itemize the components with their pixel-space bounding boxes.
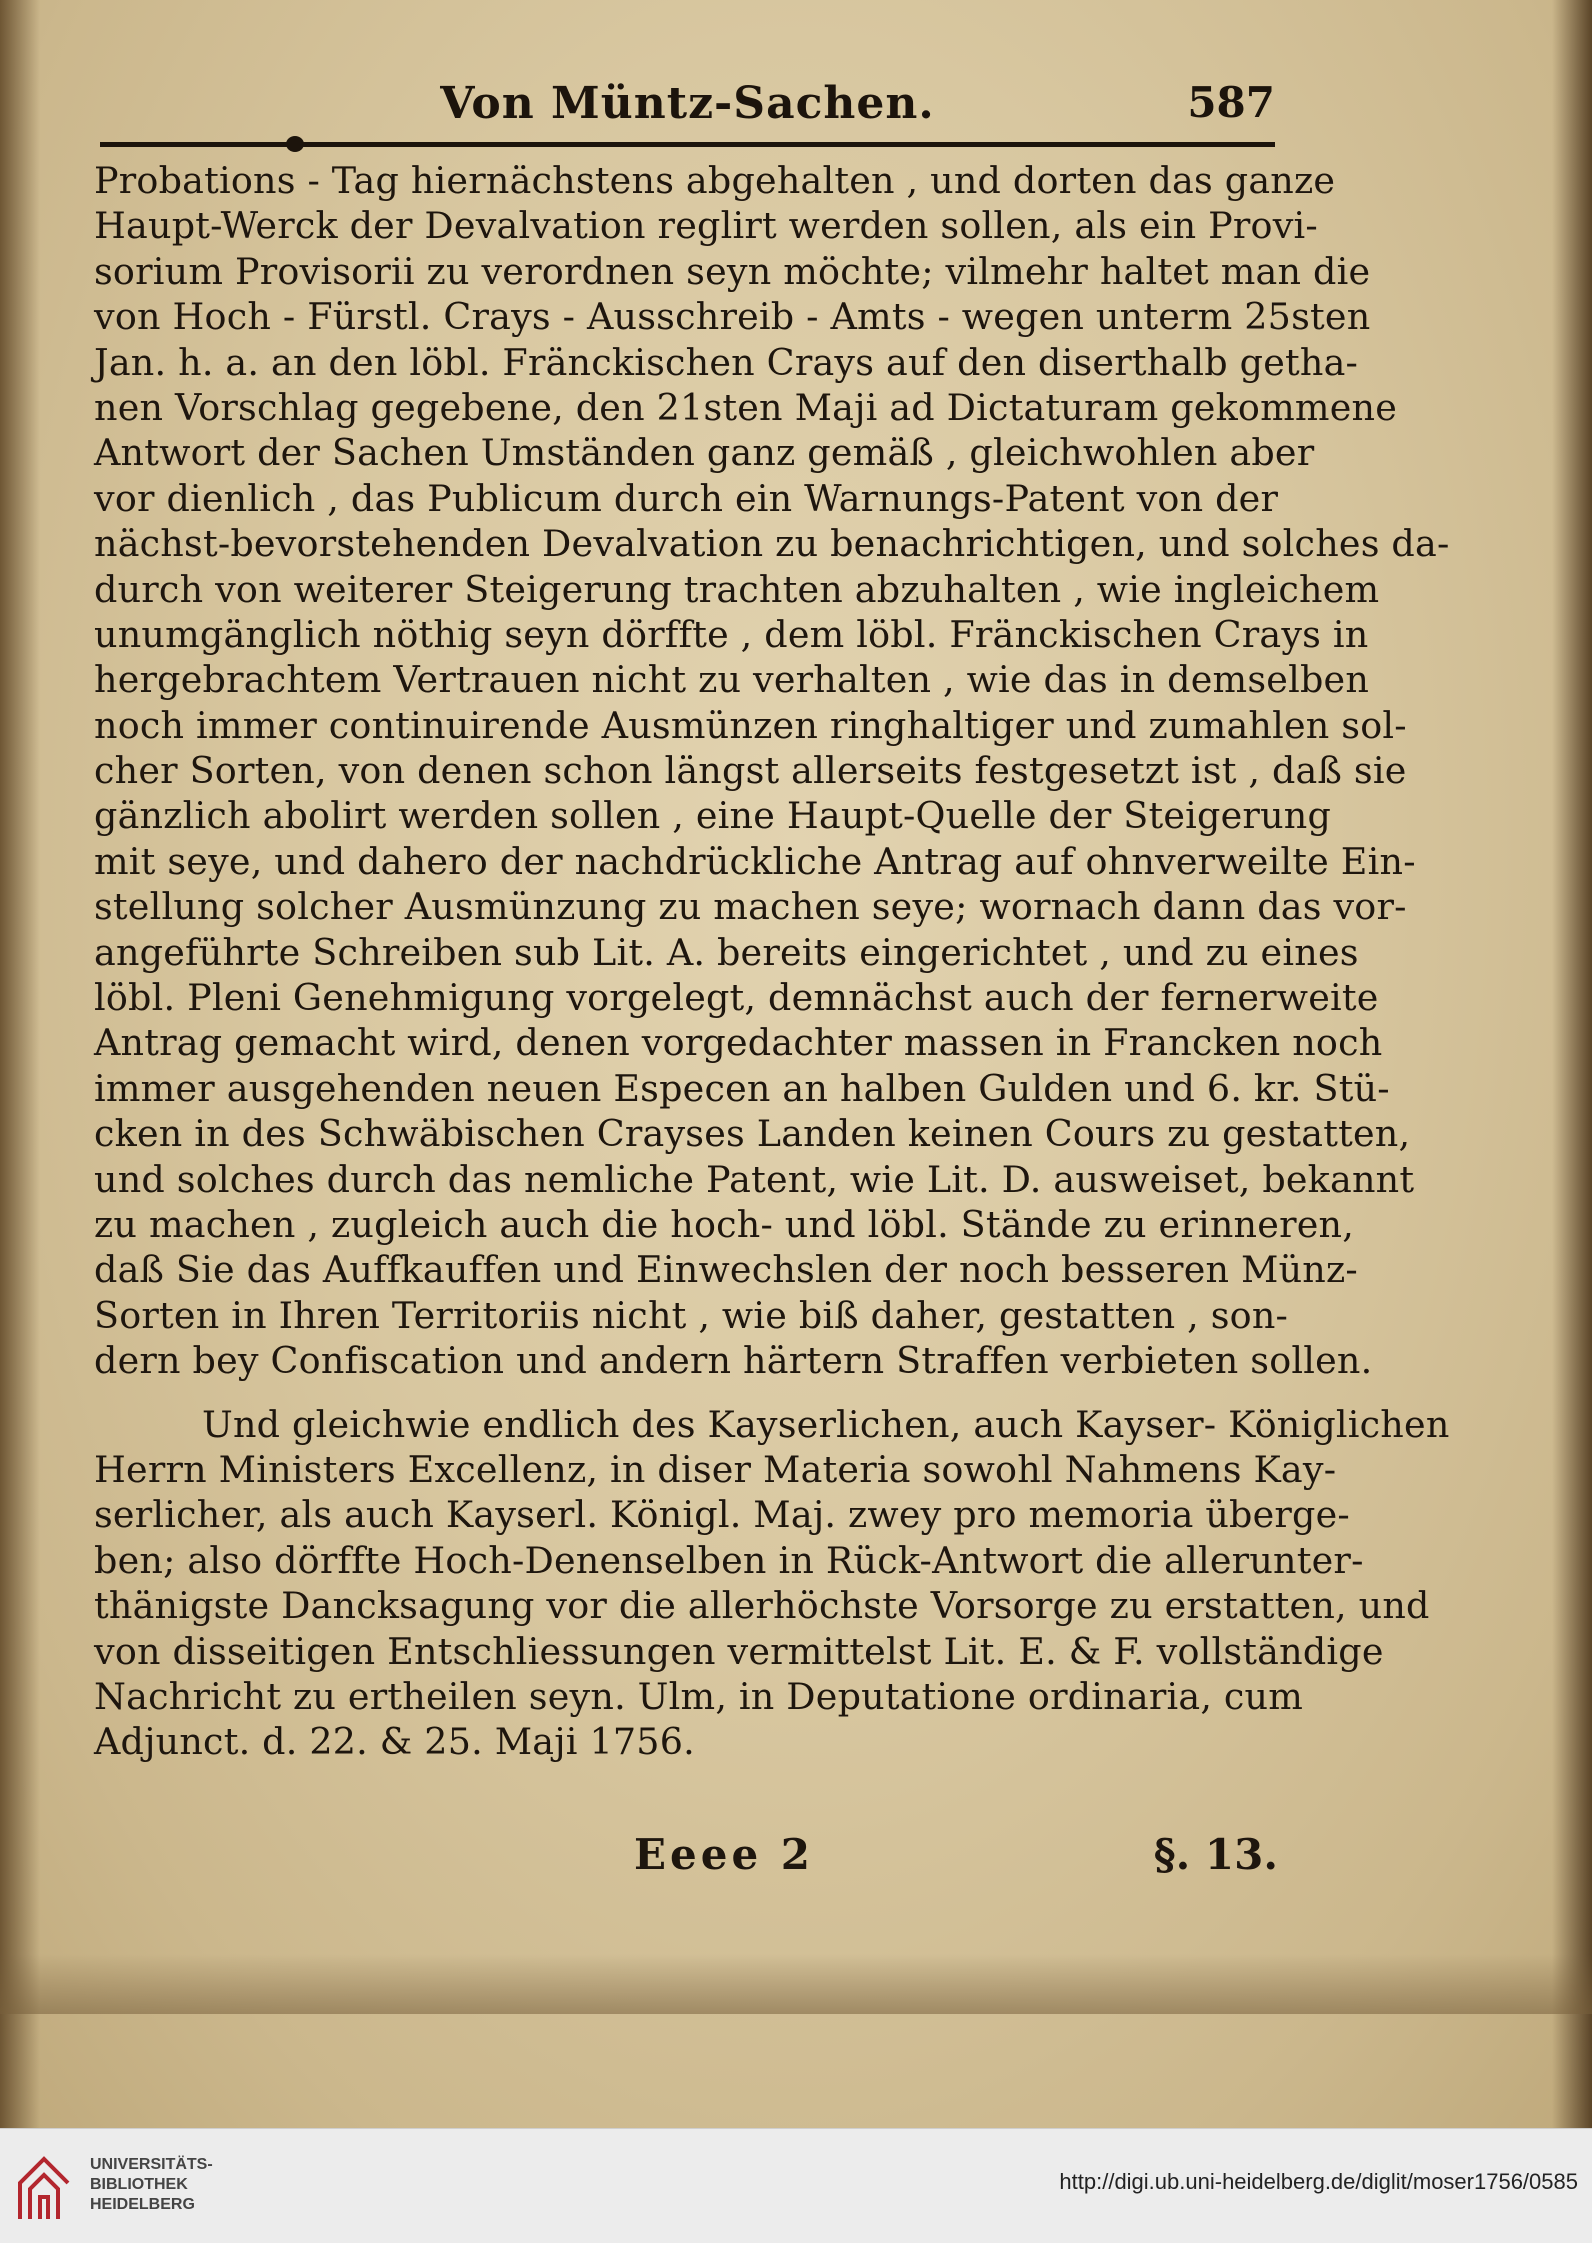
text-line: cken in des Schwäbischen Crayses Landen keinen Cours zu gestatten, <box>94 1112 1411 1156</box>
text-line: immer ausgehenden neuen Especen an halben Gulden und 6. kr. Stü- <box>94 1066 1390 1110</box>
text-line: Jan. h. a. an den löbl. Fränckischen Crays auf den diserthalb getha- <box>94 340 1359 384</box>
text-line: cher Sorten, von denen schon längst allerseits festgesetzt ist , daß sie <box>94 749 1407 793</box>
text-line: hergebrachtem Vertrauen nicht zu verhalten , wie das in demselben <box>94 658 1370 702</box>
library-name <box>90 2155 213 2215</box>
text-line: angeführte Schreiben sub Lit. A. bereits eingerichtet , und zu eines <box>94 930 1359 974</box>
text-line: mit seye, und dahero der nachdrückliche Antrag auf ohnverweilte Ein- <box>94 839 1416 883</box>
running-title: Von Müntz-Sachen. <box>440 78 935 129</box>
catchword: §. 13. <box>1153 1830 1278 1879</box>
text-line: Sorten in Ihren Territoriis nicht , wie biß daher, gestatten , son- <box>94 1293 1289 1337</box>
text-line: Und gleichwie endlich des Kayserlichen, auch Kayser- Königlichen <box>202 1402 1450 1446</box>
text-line: Nachricht zu ertheilen seyn. Ulm, in Deputatione ordinaria, cum <box>94 1674 1304 1718</box>
page-number: 587 <box>1187 78 1275 127</box>
text-line: Antrag gemacht wird, denen vorgedachter massen in Francken noch <box>94 1021 1383 1065</box>
header-rule <box>100 142 1275 147</box>
text-line: noch immer continuirende Ausmünzen ringhaltiger und zumahlen sol- <box>94 703 1407 747</box>
text-line: Antwort der Sachen Umständen ganz gemäß , gleichwohlen aber <box>94 431 1315 475</box>
text-line: zu machen , zugleich auch die hoch- und löbl. Stände zu erinneren, <box>94 1202 1355 1246</box>
text-line: nächst-bevorstehenden Devalvation zu benachrichtigen, und solches da- <box>94 522 1450 566</box>
page-edge-bottom <box>0 1954 1592 2014</box>
text-line: sorium Provisorii zu verordnen seyn möchte; vilmehr haltet man die <box>94 249 1371 293</box>
text-line: und solches durch das nemliche Patent, wie Lit. D. ausweiset, bekannt <box>94 1157 1415 1201</box>
text-line: daß Sie das Auffkauffen und Einwechslen der noch besseren Münz- <box>94 1248 1358 1292</box>
signature-mark: Eeee 2 <box>634 1830 815 1879</box>
text-line: Probations - Tag hiernächstens abgehalten , und dorten das ganze <box>94 159 1336 202</box>
library-name-line: BIBLIOTHEK <box>90 2176 188 2193</box>
text-line: Haupt-Werck der Devalvation reglirt werden sollen, als ein Provi- <box>94 204 1318 248</box>
text-line: dern bey Confiscation und andern härtern Straffen verbieten sollen. <box>94 1339 1373 1383</box>
library-name-line: UNIVERSITÄTS- <box>90 2156 213 2173</box>
university-library-logo-icon[interactable] <box>14 2149 74 2225</box>
text-line: vor dienlich , das Publicum durch ein Warnungs-Patent von der <box>94 476 1279 520</box>
text-line: gänzlich abolirt werden sollen , eine Haupt-Quelle der Steigerung <box>94 794 1332 838</box>
text-line: Herrn Ministers Excellenz, in diser Materia sowohl Nahmens Kay- <box>94 1447 1337 1491</box>
rule-ornament <box>286 136 304 152</box>
page-footer <box>94 1830 1278 1890</box>
text-line: von Hoch - Fürstl. Crays - Ausschreib - Amts - wegen unterm 25sten <box>94 295 1371 339</box>
library-name-line: HEIDELBERG <box>90 2196 195 2213</box>
text-line: von disseitigen Entschliessungen vermittelst Lit. E. & F. vollständige <box>94 1629 1384 1673</box>
page-edge-right <box>1552 0 1592 2128</box>
text-line: serlicher, als auch Kayserl. Königl. Maj. zwey pro memoria überge- <box>94 1493 1350 1537</box>
text-line: durch von weiterer Steigerung trachten abzuhalten , wie ingleichem <box>94 567 1380 611</box>
text-line: thänigste Dancksagung vor die allerhöchste Vorsorge zu erstatten, und <box>94 1584 1430 1628</box>
page-header <box>100 70 1275 130</box>
page-edge-left <box>0 0 40 2128</box>
text-line: unumgänglich nöthig seyn dörffte , dem löbl. Fränckischen Crays in <box>94 612 1369 656</box>
permalink-url[interactable]: http://digi.ub.uni-heidelberg.de/diglit/moser1756/0585 <box>1059 2169 1578 2194</box>
paragraph-1 <box>94 158 1450 1384</box>
paragraph-2 <box>94 1402 1450 1765</box>
text-line: nen Vorschlag gegebene, den 21sten Maji ad Dictaturam gekommene <box>94 385 1398 429</box>
text-line: Adjunct. d. 22. & 25. Maji 1756. <box>94 1720 695 1764</box>
body-text <box>94 158 1450 1765</box>
text-line: ben; also dörffte Hoch-Denenselben in Rück-Antwort die allerunter- <box>94 1538 1364 1582</box>
text-line: löbl. Pleni Genehmigung vorgelegt, demnächst auch der fernerweite <box>94 976 1379 1020</box>
paragraph-gap <box>94 1384 1278 1402</box>
library-footer-bar <box>0 2128 1592 2243</box>
text-line: stellung solcher Ausmünzung zu machen seye; wornach dann das vor- <box>94 885 1407 929</box>
